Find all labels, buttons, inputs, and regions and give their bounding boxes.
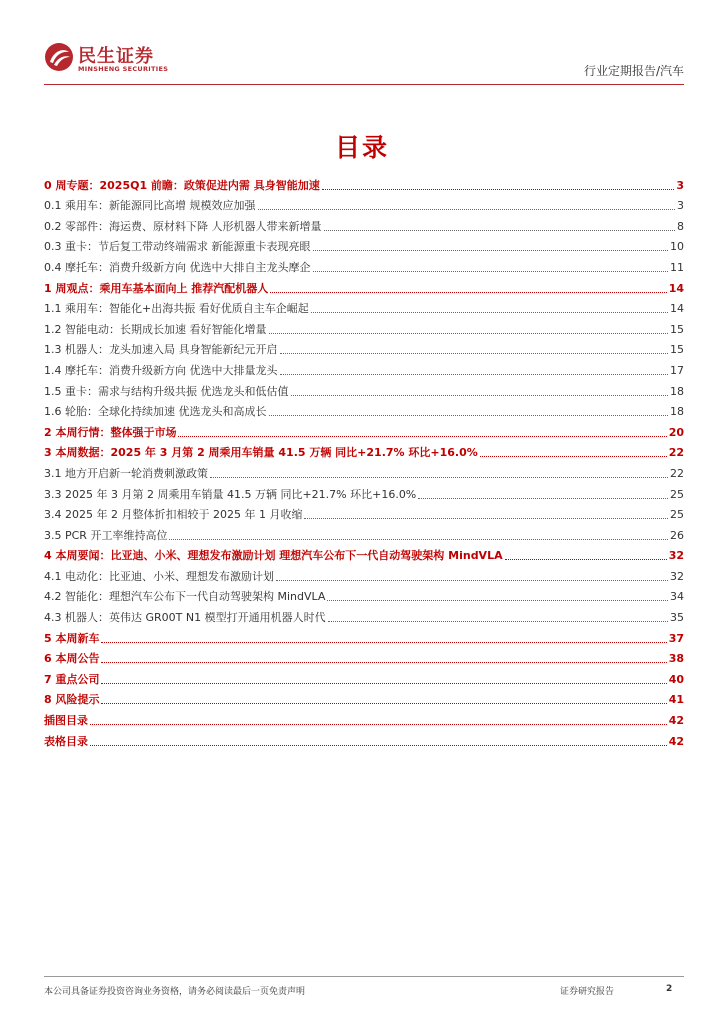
toc-entry[interactable] bbox=[44, 584, 684, 605]
toc-entry-label: 4.3 机器人：英伟达 GR00T N1 模型打开通用机器人时代 bbox=[44, 611, 326, 625]
toc-entry-page: 42 bbox=[668, 714, 684, 728]
header-divider bbox=[44, 84, 684, 85]
toc-entry-label: 1 周观点：乘用车基本面向上 推荐汽配机器人 bbox=[44, 281, 269, 295]
toc-entry-page: 35 bbox=[670, 611, 684, 625]
toc-entry-label: 4 本周要闻：比亚迪、小米、理想发布激励计划 理想汽车公布下一代自动驾驶架构 MindVLA bbox=[44, 549, 503, 563]
toc-entry-label: 0.1 乘用车：新能源同比高增 规模效应加强 bbox=[44, 199, 256, 213]
toc-leader-dots bbox=[169, 538, 668, 540]
toc-entry-page: 42 bbox=[668, 734, 684, 748]
toc-entry-page: 18 bbox=[670, 405, 684, 419]
toc-leader-dots bbox=[505, 558, 667, 560]
toc-entry[interactable] bbox=[44, 419, 684, 440]
toc-entry-page: 15 bbox=[670, 322, 684, 336]
toc-entry-page: 22 bbox=[668, 446, 684, 460]
table-of-contents bbox=[44, 172, 684, 749]
toc-entry-label: 1.1 乘用车：智能化+出海共振 看好优质自主车企崛起 bbox=[44, 302, 309, 316]
toc-entry[interactable] bbox=[44, 563, 684, 584]
toc-entry-page: 37 bbox=[668, 631, 684, 645]
toc-entry-label: 0.2 零部件：海运费、原材料下降 人形机器人带来新增量 bbox=[44, 219, 322, 233]
toc-leader-dots bbox=[269, 414, 669, 416]
toc-entry-label: 3.5 PCR 开工率维持高位 bbox=[44, 528, 168, 542]
toc-entry-label: 1.3 机器人：龙头加速入局 具身智能新纪元开启 bbox=[44, 343, 278, 357]
toc-leader-dots bbox=[304, 517, 668, 519]
toc-entry[interactable] bbox=[44, 502, 684, 523]
toc-entry-page: 14 bbox=[670, 302, 684, 316]
toc-entry-label: 1.4 摩托车：消费升级新方向 优选中大排量龙头 bbox=[44, 363, 278, 377]
toc-entry-label: 3.3 2025 年 3 月第 2 周乘用车销量 41.5 万辆 同比+21.7% 环比+16.0% bbox=[44, 487, 417, 501]
toc-entry-page: 10 bbox=[670, 240, 684, 254]
page-header bbox=[44, 40, 684, 80]
toc-entry-label: 3.4 2025 年 2 月整体折扣相较于 2025 年 1 月收缩 bbox=[44, 508, 303, 522]
toc-entry-page: 20 bbox=[668, 425, 684, 439]
toc-entry-label: 0 周专题：2025Q1 前瞻：政策促进内需 具身智能加速 bbox=[44, 178, 320, 192]
toc-entry[interactable] bbox=[44, 357, 684, 378]
toc-entry-label: 插图目录 bbox=[44, 714, 88, 728]
toc-entry-label: 4.2 智能化：理想汽车公布下一代自动驾驶架构 MindVLA bbox=[44, 590, 326, 604]
toc-entry-page: 14 bbox=[668, 281, 684, 295]
toc-entry[interactable] bbox=[44, 337, 684, 358]
toc-leader-dots bbox=[101, 702, 666, 704]
toc-leader-dots bbox=[324, 229, 676, 231]
toc-entry-label: 2 本周行情：整体强于市场 bbox=[44, 425, 177, 439]
toc-entry-page: 26 bbox=[670, 528, 684, 542]
toc-entry-label: 7 重点公司 bbox=[44, 672, 100, 686]
toc-leader-dots bbox=[90, 723, 667, 725]
toc-leader-dots bbox=[291, 394, 669, 396]
toc-leader-dots bbox=[313, 249, 669, 251]
toc-entry-label: 3.1 地方开启新一轮消费刺激政策 bbox=[44, 466, 208, 480]
toc-entry[interactable] bbox=[44, 316, 684, 337]
toc-entry-label: 4.1 电动化：比亚迪、小米、理想发布激励计划 bbox=[44, 569, 274, 583]
toc-entry-label: 表格目录 bbox=[44, 734, 88, 748]
toc-entry-label: 6 本周公告 bbox=[44, 652, 100, 666]
toc-entry[interactable] bbox=[44, 646, 684, 667]
toc-entry[interactable] bbox=[44, 378, 684, 399]
toc-entry[interactable] bbox=[44, 275, 684, 296]
toc-entry-label: 0.4 摩托车：消费升级新方向 优选中大排自主龙头摩企 bbox=[44, 260, 311, 274]
toc-leader-dots bbox=[101, 682, 666, 684]
toc-entry-label: 1.2 智能电动：长期成长加速 看好智能化增量 bbox=[44, 322, 267, 336]
toc-entry[interactable] bbox=[44, 296, 684, 317]
minsheng-logo-icon bbox=[44, 42, 74, 72]
toc-leader-dots bbox=[327, 599, 668, 601]
toc-leader-dots bbox=[280, 352, 669, 354]
toc-entry[interactable] bbox=[44, 193, 684, 214]
toc-entry[interactable] bbox=[44, 728, 684, 749]
toc-entry[interactable] bbox=[44, 604, 684, 625]
toc-entry-label: 1.5 重卡：需求与结构升级共振 优选龙头和低估值 bbox=[44, 384, 289, 398]
toc-entry-label: 3 本周数据：2025 年 3 月第 2 周乘用车销量 41.5 万辆 同比+21.7% 环比+16.0% bbox=[44, 446, 478, 460]
document-type: 行业定期报告/汽车 bbox=[583, 64, 684, 78]
toc-entry[interactable] bbox=[44, 213, 684, 234]
toc-leader-dots bbox=[313, 270, 669, 272]
toc-entry[interactable] bbox=[44, 707, 684, 728]
toc-entry[interactable] bbox=[44, 460, 684, 481]
toc-leader-dots bbox=[322, 188, 675, 190]
toc-leader-dots bbox=[101, 661, 666, 663]
footer-disclaimer: 本公司具备证券投资咨询业务资格，请务必阅读最后一页免责声明 bbox=[44, 987, 306, 997]
toc-entry-page: 41 bbox=[668, 693, 684, 707]
toc-entry[interactable] bbox=[44, 625, 684, 646]
toc-entry-page: 40 bbox=[668, 672, 684, 686]
toc-entry-page: 25 bbox=[670, 508, 684, 522]
toc-leader-dots bbox=[270, 291, 666, 293]
toc-leader-dots bbox=[280, 373, 669, 375]
toc-entry[interactable] bbox=[44, 254, 684, 275]
toc-entry[interactable] bbox=[44, 440, 684, 461]
toc-entry[interactable] bbox=[44, 543, 684, 564]
toc-entry-label: 1.6 轮胎：全球化持续加速 优选龙头和高成长 bbox=[44, 405, 267, 419]
toc-leader-dots bbox=[178, 435, 666, 437]
toc-leader-dots bbox=[90, 744, 667, 746]
logo-text-cn: 民生证券 bbox=[78, 46, 154, 67]
toc-entry[interactable] bbox=[44, 172, 684, 193]
toc-entry[interactable] bbox=[44, 481, 684, 502]
toc-entry-page: 8 bbox=[677, 219, 684, 233]
toc-entry-page: 3 bbox=[677, 199, 684, 213]
toc-entry-page: 17 bbox=[670, 363, 684, 377]
toc-entry-page: 38 bbox=[668, 652, 684, 666]
toc-leader-dots bbox=[101, 641, 666, 643]
toc-entry-page: 22 bbox=[670, 466, 684, 480]
toc-entry[interactable] bbox=[44, 687, 684, 708]
toc-entry-page: 11 bbox=[670, 260, 684, 274]
page-title: 目录 bbox=[334, 133, 389, 162]
toc-entry-page: 15 bbox=[670, 343, 684, 357]
toc-entry[interactable] bbox=[44, 399, 684, 420]
toc-entry-page: 32 bbox=[668, 549, 684, 563]
toc-leader-dots bbox=[276, 579, 668, 581]
logo-text-en: MINSHENG SECURITIES bbox=[78, 65, 169, 73]
toc-entry-label: 0.3 重卡：节后复工带动终端需求 新能源重卡表现亮眼 bbox=[44, 240, 311, 254]
toc-leader-dots bbox=[258, 208, 676, 210]
toc-entry-page: 25 bbox=[670, 487, 684, 501]
toc-entry-label: 5 本周新车 bbox=[44, 631, 100, 645]
toc-leader-dots bbox=[311, 311, 668, 313]
toc-entry-label: 8 风险提示 bbox=[44, 693, 100, 707]
toc-entry-page: 34 bbox=[670, 590, 684, 604]
toc-entry-page: 3 bbox=[676, 178, 684, 192]
toc-leader-dots bbox=[480, 455, 667, 457]
toc-leader-dots bbox=[210, 476, 668, 478]
toc-entry[interactable] bbox=[44, 522, 684, 543]
page-number: 2 bbox=[666, 984, 673, 994]
toc-entry-page: 18 bbox=[670, 384, 684, 398]
company-logo bbox=[44, 40, 224, 80]
footer-report-type: 证券研究报告 bbox=[560, 987, 615, 997]
toc-leader-dots bbox=[269, 332, 669, 334]
toc-leader-dots bbox=[418, 497, 668, 499]
footer-divider bbox=[44, 976, 684, 977]
toc-entry-page: 32 bbox=[670, 569, 684, 583]
toc-entry[interactable] bbox=[44, 234, 684, 255]
toc-leader-dots bbox=[328, 620, 668, 622]
toc-entry[interactable] bbox=[44, 666, 684, 687]
